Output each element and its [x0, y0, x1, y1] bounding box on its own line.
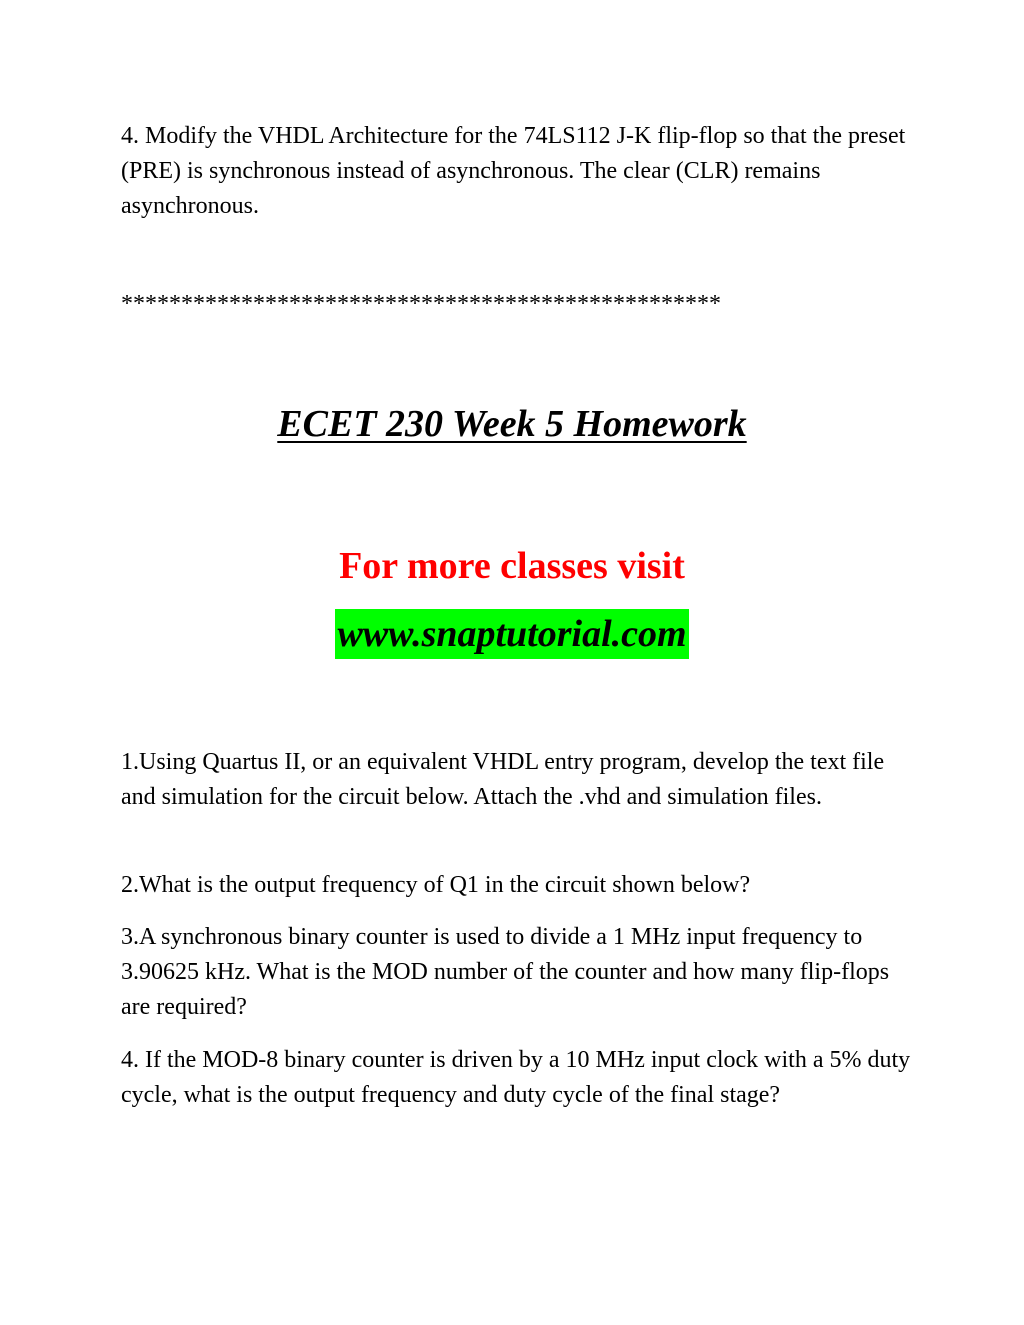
question-3: 3.A synchronous binary counter is used to divide a 1 MHz input frequency to 3.90625 kHz. What is the MOD number of the counter and how many flip-flops are required? — [121, 924, 890, 1020]
promo-url-container — [0, 609, 1024, 659]
question-2: 2.What is the output frequency of Q1 in the circuit shown below? — [121, 872, 751, 898]
previous-question-paragraph: 4. Modify the VHDL Architecture for the 74LS112 J-K flip-flop so that the preset (PRE) is synchronous instead of asynchronous. The clear (CLR) remains asynchronous. — [121, 123, 906, 219]
question-1: 1.Using Quartus II, or an equivalent VHDL entry program, develop the text file and simulation for the circuit below. Attach the .vhd and simulation files. — [121, 749, 885, 810]
separator-line: ************************************************** — [121, 291, 721, 317]
page-title: ECET 230 Week 5 Homework — [277, 403, 747, 445]
promo-url-link[interactable]: www.snaptutorial.com — [335, 609, 688, 659]
promo-text: For more classes visit — [339, 545, 685, 587]
question-4: 4. If the MOD-8 binary counter is driven by a 10 MHz input clock with a 5% duty cycle, what is the output frequency and duty cycle of the final stage? — [121, 1047, 911, 1108]
